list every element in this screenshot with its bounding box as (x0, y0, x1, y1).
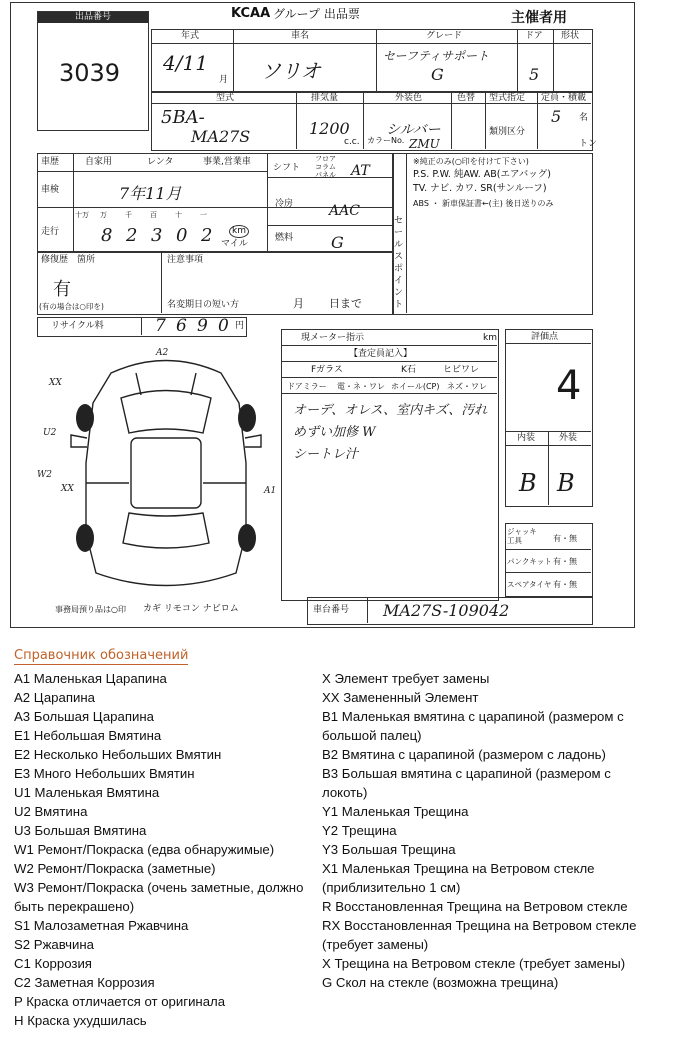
fuel-value: G (331, 233, 344, 252)
mileage-digit: 3 (151, 225, 163, 246)
doc-month: 月 (293, 297, 304, 310)
car-damage-diagram (37, 343, 281, 603)
brand-logo: KCAA (231, 6, 271, 21)
interior-label: 内装 (517, 433, 536, 443)
ac-value: AAC (329, 203, 360, 219)
exterior-label: 外装 (559, 433, 578, 443)
legend-item: A3 Большая Царапина (14, 709, 154, 724)
year-value: 4/11 (163, 51, 208, 75)
repair-value: 有 (53, 279, 71, 300)
displacement-value: 1200 (309, 119, 350, 138)
legend-item: Y2 Трещина (322, 823, 397, 838)
form-title: グループ 出品票 (273, 7, 360, 21)
legend-item: S1 Малозаметная Ржавчина (14, 918, 189, 933)
history-label: 車歴 (41, 157, 60, 167)
legend-item: U1 Маленькая Вмятина (14, 785, 160, 800)
recycle-digit: 0 (218, 316, 229, 336)
inspection-value: 7年11月 (119, 184, 182, 203)
type-designation-header: 型式指定 (489, 93, 526, 103)
legend-item: X Трещина на Ветровом стекле (требует замены) (322, 956, 626, 971)
type-value: 5BA- (161, 107, 205, 128)
recycle-digit: 7 (155, 316, 166, 336)
load-unit: トン (579, 139, 598, 149)
mileage-digit-header: 万 (100, 211, 107, 219)
puncture-label: パンクキット (507, 557, 552, 566)
puncture-yes-no: 有・無 (553, 557, 577, 566)
legend-item: W1 Ремонт/Покраска (едва обнаружимые) (14, 842, 275, 857)
lot-number-label: 出品番号 (38, 12, 148, 23)
repair-place-label: 箇所 (77, 255, 96, 265)
mileage-digit-header: 千 (125, 211, 132, 219)
equipment-line-3: ABS ・ 新車保証書←(主) 後日送りのみ (413, 199, 554, 208)
shape-header: 形状 (561, 31, 580, 41)
map-mark-w2: W2 (37, 470, 52, 480)
legend-title: Справочник обозначений (14, 648, 189, 663)
score-value: 4 (556, 363, 582, 409)
shift-label: シフト (273, 163, 301, 173)
grade-header: グレード (426, 31, 463, 41)
displacement-unit: c.c. (344, 137, 360, 147)
mileage-km-unit: km (229, 225, 249, 238)
legend-item: G Скол на стекле (возможна трещина) (322, 975, 559, 990)
legend-item: U3 Большая Вмятина (14, 823, 147, 838)
legend-item: C2 Заметная Коррозия (14, 975, 155, 990)
mileage-digit: 8 (101, 225, 113, 246)
color-no-value: ZMU (409, 137, 440, 151)
repair-label: 修復歴 (41, 255, 69, 265)
legend-item: U2 Вмятина (14, 804, 88, 819)
jack-yes-no: 有・無 (553, 534, 577, 543)
recycle-label: リサイクル料 (51, 321, 104, 331)
legend-item: B3 Большая вмятина с царапиной (размером с локоть) (322, 766, 611, 800)
interior-value: B (519, 469, 537, 497)
shift-value: AT (351, 163, 370, 179)
recycle-digit: 6 (176, 316, 187, 336)
meter-label: 現メーター指示 (301, 333, 365, 343)
mileage-digit-header: 百 (150, 211, 157, 219)
legend-item: X1 Маленькая Трещина на Ветровом стекле (приблизительно 1 см) (322, 861, 595, 895)
legend-item: R Восстановленная Трещина на Ветровом стекле (322, 899, 628, 914)
model-header: 車名 (291, 31, 310, 41)
mirror-options: 電・ネ・ワレ (337, 382, 385, 391)
history-private: 自家用 (85, 157, 113, 167)
legend-item: B2 Вмятина с царапиной (размером с ладонь) (322, 747, 606, 762)
sale-points-label: セールスポイント (394, 216, 404, 310)
mileage-digit: 2 (126, 225, 138, 246)
mileage-digit-header: 十 (175, 211, 182, 219)
spare-label: スペアタイヤ (507, 580, 552, 589)
equipment-note: ※純正のみ(○印を付けて下さい) (413, 157, 529, 166)
legend-right-column (322, 669, 642, 992)
equipment-line-2: TV. ナビ. カワ. SR(サンルーフ) (413, 183, 547, 194)
organizer-label: 主催者用 (511, 10, 567, 26)
capacity-unit: 名 (579, 113, 589, 123)
displacement-header: 排気量 (311, 93, 339, 103)
ac-label: 冷房 (275, 199, 294, 209)
legend-item: C1 Коррозия (14, 956, 92, 971)
map-mark-u2: U2 (43, 428, 57, 438)
recycle-unit: 円 (235, 321, 245, 331)
doors-value: 5 (529, 65, 540, 84)
office-storage-items: カギ リモコン ナビロム (143, 604, 239, 614)
legend-item: E3 Много Небольших Вмятин (14, 766, 195, 781)
f-glass-label: Fガラス (311, 365, 343, 375)
wheel-options: ネズ・ワレ (447, 382, 487, 391)
legend-item: E1 Небольшая Вмятина (14, 728, 162, 743)
map-mark-a2-front: A2 (156, 348, 169, 358)
legend-item: A2 Царапина (14, 690, 95, 705)
legend-item: X Элемент требует замены (322, 671, 490, 686)
inspector-label: 【査定員記入】 (349, 349, 413, 359)
doors-header: ドア (525, 31, 543, 41)
mileage-digit-header: 十万 (75, 211, 89, 219)
score-label: 評価点 (531, 332, 559, 342)
remark-line: シートレ汁 (293, 447, 359, 462)
legend-item: W3 Ремонт/Покраска (очень заметные, должно быть перекрашено) (14, 880, 304, 914)
inspection-label: 車検 (41, 185, 60, 195)
repair-note: (有の場合は○印を) (39, 302, 104, 311)
color-value: シルバー (386, 122, 441, 138)
remark-line: オーデ、オレス、室内キズ、汚れ (293, 403, 488, 418)
wheel-label: ホイール(CP) (391, 382, 440, 391)
legend-item: P Краска отличается от оригинала (14, 994, 226, 1009)
k-stone-label: K石 (401, 365, 416, 375)
legend-item: RX Восстановленная Трещина на Ветровом стекле (требует замены) (322, 918, 637, 952)
category-header: 類別区分 (489, 127, 526, 137)
legend-item: E2 Несколько Небольших Вмятин (14, 747, 222, 762)
legend-item: W2 Ремонт/Покраска (заметные) (14, 861, 216, 876)
jack-label: ジャッキ工具 (507, 527, 537, 545)
shift-options: フロア コラム パネル (315, 155, 336, 179)
equipment-line-1: P.S. P.W. 純AW. AB(エアバッグ) (413, 169, 551, 180)
office-storage-note: 事務局預り品は○印 (55, 605, 126, 614)
mileage-digit: 2 (201, 225, 213, 246)
legend-item: XX Замененный Элемент (322, 690, 479, 705)
door-mirror-label: ドアミラー (287, 382, 327, 391)
legend-item: H Краска ухудшилась (14, 1013, 147, 1028)
legend-item: B1 Маленькая вмятина с царапиной (размером с большой палец) (322, 709, 624, 743)
crack-label: ヒビワレ (443, 365, 480, 375)
map-mark-xx-rear: XX (61, 484, 74, 494)
legend-left-column (14, 669, 314, 1030)
chassis-label: 車台番号 (313, 605, 350, 615)
mileage-digit-header: 一 (200, 211, 207, 219)
type-value-2: MA27S (191, 127, 251, 146)
legend-item: Y1 Маленькая Трещина (322, 804, 469, 819)
lot-number-value: 3039 (59, 59, 121, 87)
year-header: 年式 (181, 31, 200, 41)
type-header: 型式 (216, 93, 235, 103)
map-mark-a1: A1 (264, 486, 277, 496)
meter-unit: km (483, 333, 497, 343)
map-mark-xx-front: XX (49, 378, 62, 388)
legend-item: S2 Ржавчина (14, 937, 95, 952)
grade-value-2: G (431, 65, 444, 84)
mileage-mile-unit: マイル (221, 239, 248, 249)
notes-label: 注意事項 (167, 255, 204, 265)
legend-item: Y3 Большая Трещина (322, 842, 456, 857)
capacity-header: 定員・積載 (541, 93, 587, 103)
doc-short-label: 名変期日の短い方 (167, 300, 240, 310)
model-value: ソリオ (261, 59, 321, 83)
color-no-header: 色替 (457, 93, 476, 103)
recycle-digit: 9 (197, 316, 208, 336)
chassis-value: MA27S-109042 (383, 601, 510, 620)
grade-value: セーフティサポート (383, 49, 489, 63)
doc-day: 日まで (329, 297, 362, 310)
remark-line: めずい加修 W (293, 425, 376, 440)
capacity-value: 5 (551, 107, 562, 126)
spare-yes-no: 有・無 (553, 580, 577, 589)
history-business: 事業,営業車 (203, 157, 251, 167)
color-header: 外装色 (395, 93, 423, 103)
year-month-unit: 月 (219, 75, 229, 85)
exterior-value: B (557, 469, 575, 497)
fuel-label: 燃料 (275, 233, 294, 243)
legend-item: A1 Маленькая Царапина (14, 671, 167, 686)
history-rental: レンタ (147, 157, 174, 167)
color-no-label: カラーNo. (367, 136, 405, 145)
mileage-digit: 0 (176, 225, 188, 246)
mileage-label: 走行 (41, 227, 60, 237)
auction-sheet-scan (10, 2, 635, 628)
